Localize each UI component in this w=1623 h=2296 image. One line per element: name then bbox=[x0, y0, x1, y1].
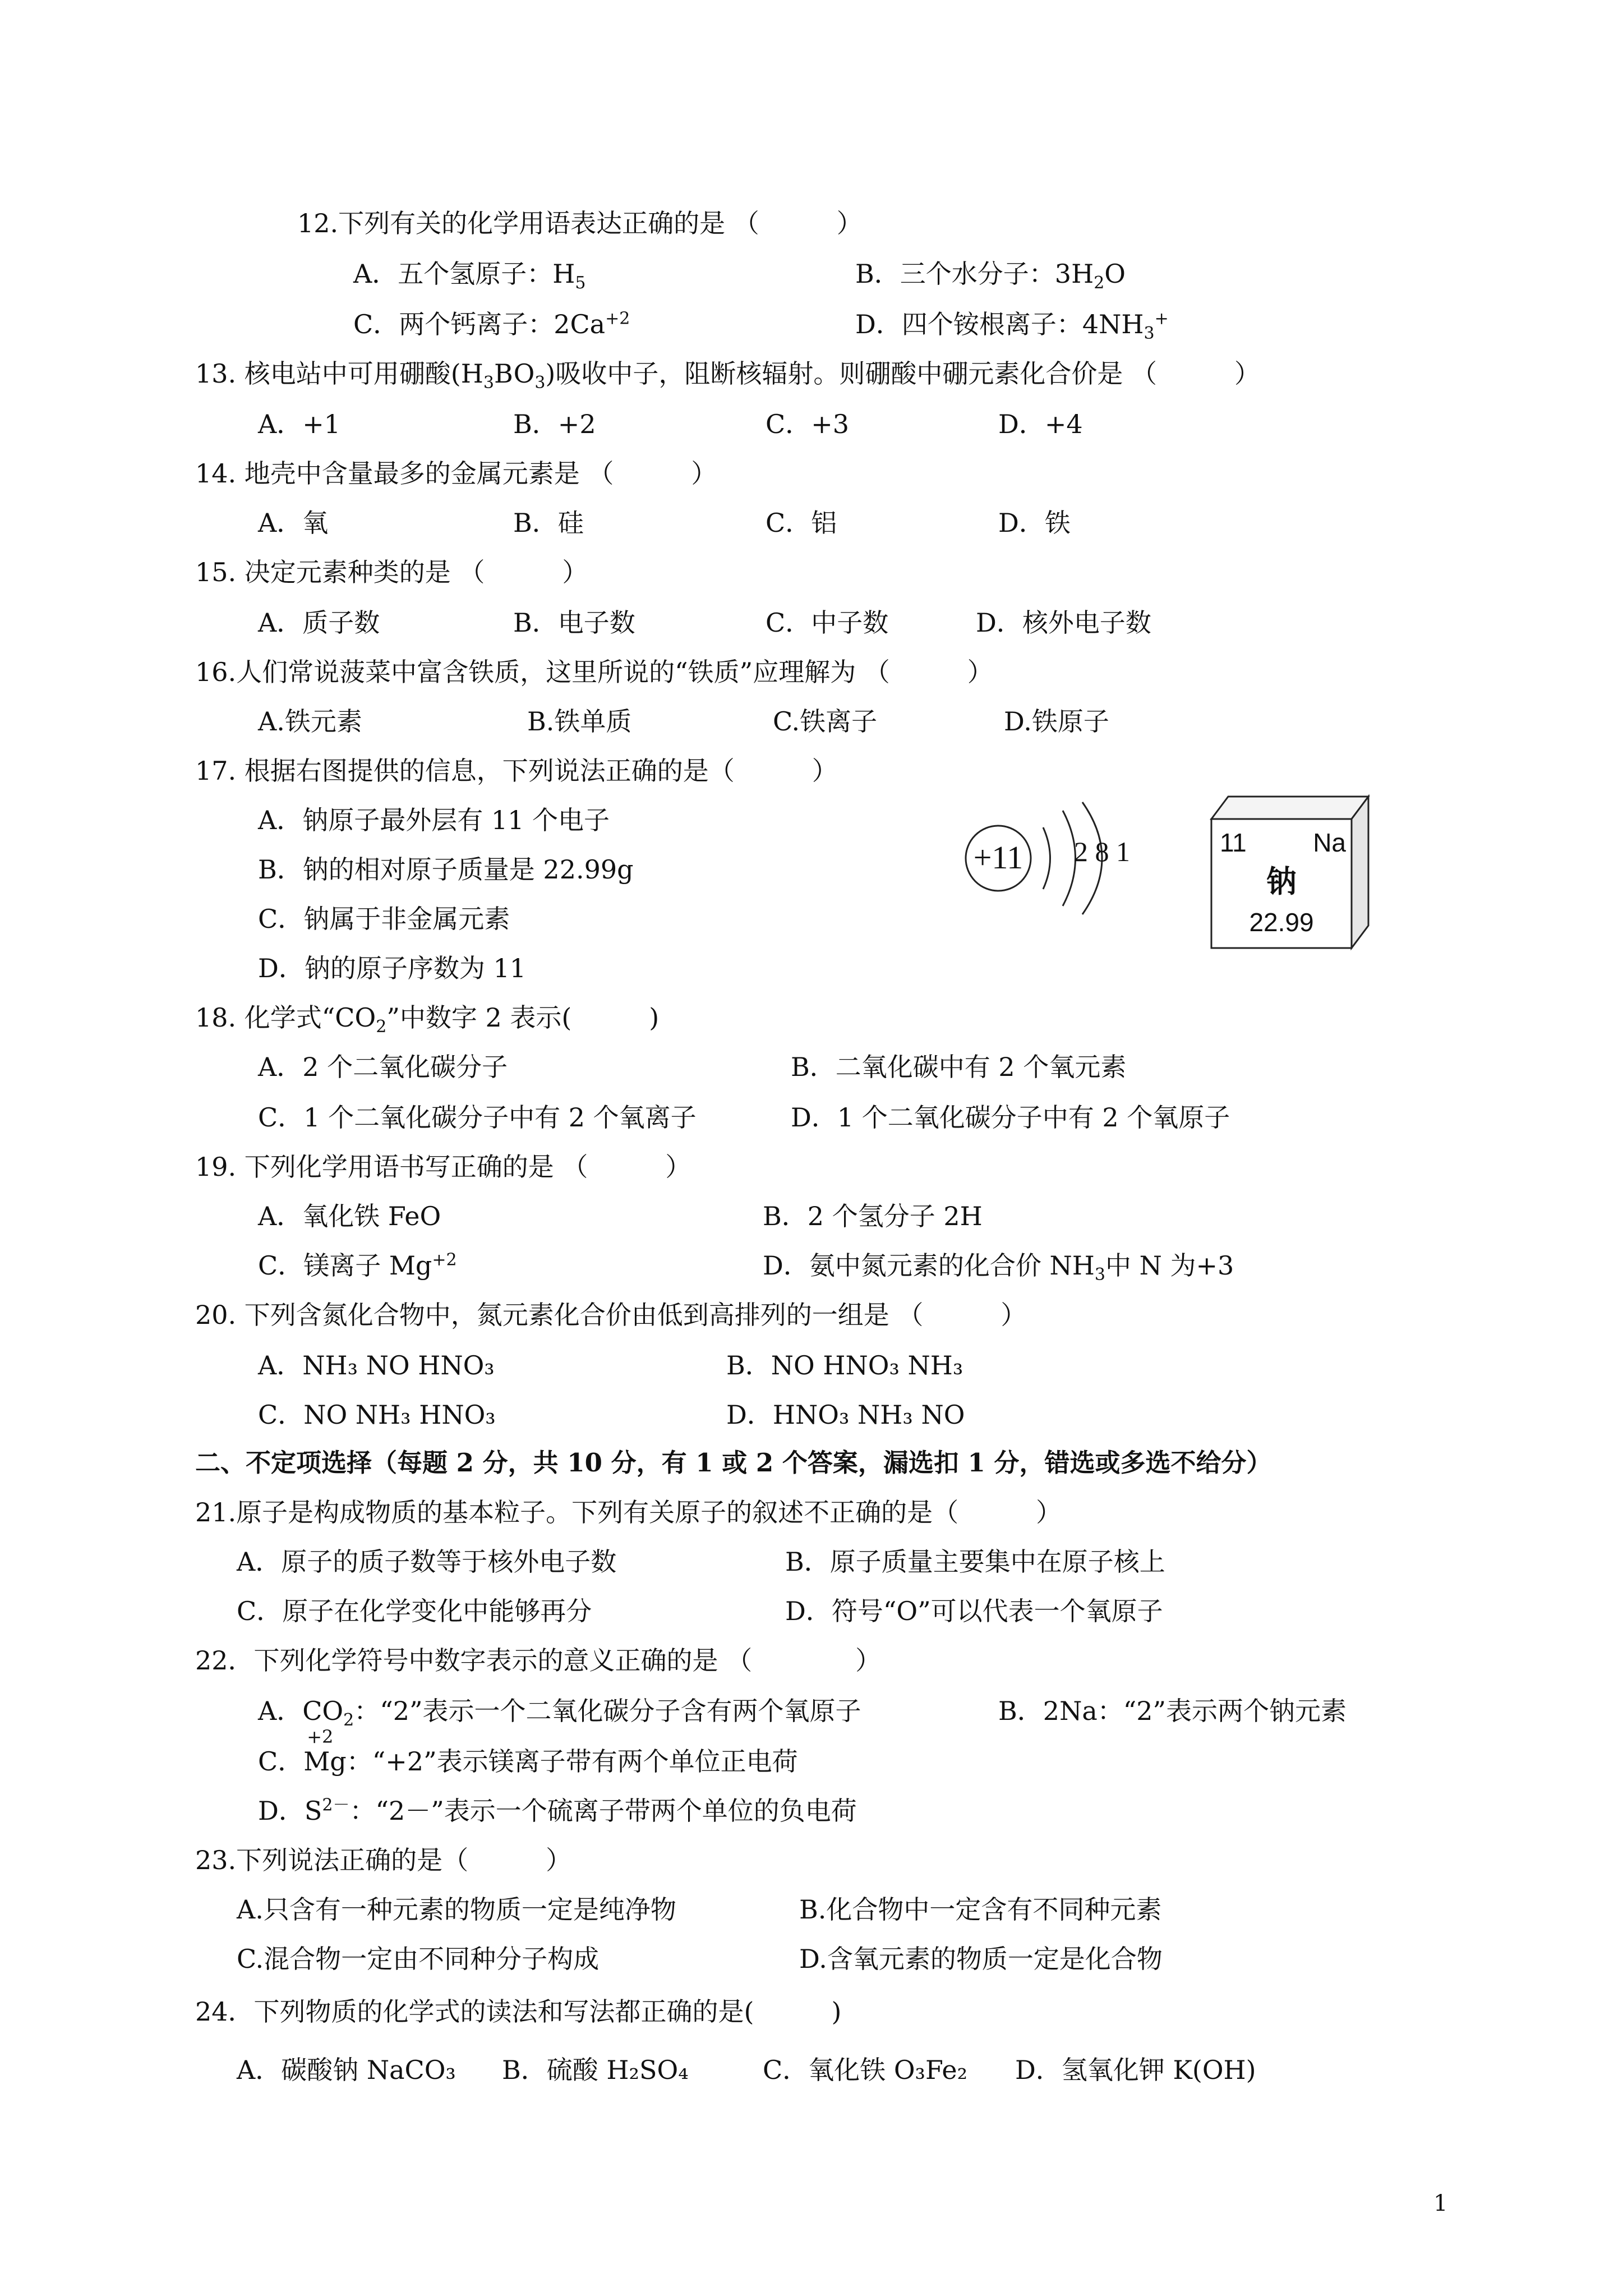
option-a: A．氧 bbox=[258, 508, 329, 538]
option-a: A．+1 bbox=[258, 409, 341, 439]
electron-shell-1 bbox=[1043, 827, 1050, 889]
option-c: C．原子在化学变化中能够再分 bbox=[237, 1596, 592, 1626]
sodium-atom-diagram bbox=[953, 785, 1402, 970]
option-b: B．二氧化碳中有 2 个氧元素 bbox=[791, 1052, 1127, 1082]
option-d: D.铁原子 bbox=[1004, 706, 1109, 737]
electron-shell-counts: 2 8 1 bbox=[1074, 836, 1130, 867]
atomic-number: 11 bbox=[1220, 828, 1247, 857]
option-a: A．五个氢原子：$H_5$ bbox=[353, 259, 586, 293]
option-b: B．电子数 bbox=[513, 608, 635, 638]
option-b: B.化合物中一定含有不同种元素 bbox=[799, 1894, 1162, 1925]
question-23: 23.下列说法正确的是（ ） bbox=[195, 1845, 572, 1875]
question-stem: 下列有关的化学用语表达正确的是 （ ） bbox=[338, 208, 863, 238]
cell-top-face bbox=[1211, 797, 1368, 819]
option-c: C． +2 Mg：“+2”表示镁离子带有两个单位正电荷 bbox=[258, 1745, 798, 1778]
option-a: A.只含有一种元素的物质一定是纯净物 bbox=[237, 1894, 676, 1925]
question-17: 17. 根据右图提供的信息，下列说法正确的是（ ） bbox=[195, 756, 838, 786]
option-c: C．氧化铁 O₃Fe₂ bbox=[763, 2055, 968, 2085]
option-d: D．符号“O”可以代表一个氧原子 bbox=[785, 1596, 1163, 1626]
option-c: C．铝 bbox=[766, 508, 837, 538]
option-a: A．$CO_2$：“2”表示一个二氧化碳分子含有两个氧原子 bbox=[258, 1696, 861, 1731]
question-20: 20. 下列含氮化合物中，氮元素化合价由低到高排列的一组是 （ ） bbox=[195, 1300, 1027, 1330]
option-d: D．1 个二氧化碳分子中有 2 个氧原子 bbox=[791, 1102, 1230, 1133]
option-b: B．硅 bbox=[513, 508, 584, 538]
option-a: A．质子数 bbox=[258, 608, 380, 638]
option-d: D．核外电子数 bbox=[976, 608, 1151, 638]
valence-symbol: +2 Mg bbox=[303, 1726, 347, 1777]
option-d: D．+4 bbox=[998, 409, 1083, 439]
page-number: 1 bbox=[1433, 2191, 1448, 2216]
option-b: B．原子质量主要集中在原子核上 bbox=[785, 1547, 1165, 1577]
option-b: B．硫酸 H₂SO₄ bbox=[502, 2055, 689, 2085]
option-d: D．钠的原子序数为 11 bbox=[258, 953, 527, 983]
question-24: 24．下列物质的化学式的读法和写法都正确的是( ) bbox=[195, 1996, 842, 2027]
option-c: C．钠属于非金属元素 bbox=[258, 904, 510, 934]
option-d: D．$S^{2-}$：“2－”表示一个硫离子带两个单位的负电荷 bbox=[258, 1795, 857, 1826]
option-c: C．NO NH₃ HNO₃ bbox=[258, 1400, 496, 1430]
option-a: A．原子的质子数等于核外电子数 bbox=[237, 1547, 617, 1577]
option-c: C．两个钙离子：$2Ca^{+2}$ bbox=[353, 309, 630, 339]
question-19: 19. 下列化学用语书写正确的是 （ ） bbox=[195, 1152, 691, 1182]
question-22: 22．下列化学符号中数字表示的意义正确的是 （ ） bbox=[195, 1645, 882, 1676]
question-21: 21.原子是构成物质的基本粒子。下列有关原子的叙述不正确的是（ ） bbox=[195, 1497, 1062, 1527]
option-d: D．氢氧化钾 K(OH) bbox=[1015, 2055, 1256, 2085]
option-b: B.铁单质 bbox=[527, 706, 632, 737]
option-a: A．碳酸钠 NaCO₃ bbox=[237, 2055, 456, 2085]
option-d: D．铁 bbox=[998, 508, 1071, 538]
question-number: 12. bbox=[297, 208, 339, 238]
section-heading: 二、不定项选择（每题 2 分，共 10 分，有 1 或 2 个答案，漏选扣 1 分，错选或多选不给分） bbox=[195, 1448, 1272, 1478]
option-b: B．+2 bbox=[513, 409, 596, 439]
atomic-mass: 22.99 bbox=[1249, 908, 1314, 937]
option-b: B．2 个氢分子 2H bbox=[763, 1201, 983, 1231]
question-13: 13. 核电站中可用硼酸$(H_3BO_3)$吸收中子，阻断核辐射。则硼酸中硼元素化合价是 （ ） bbox=[195, 358, 1260, 393]
option-a: A．2 个二氧化碳分子 bbox=[258, 1052, 508, 1082]
option-b: B．钠的相对原子质量是 22.99g bbox=[258, 854, 634, 885]
question-12 bbox=[297, 206, 863, 240]
option-a: A．氧化铁 FeO bbox=[258, 1201, 441, 1231]
option-c: C.混合物一定由不同种分子构成 bbox=[237, 1944, 600, 1974]
option-c: C．镁离子 $Mg^{+2}$ bbox=[258, 1250, 457, 1281]
question-14: 14. 地壳中含量最多的金属元素是 （ ） bbox=[195, 458, 717, 489]
option-d: D．HNO₃ NH₃ NO bbox=[726, 1400, 965, 1430]
question-15: 15. 决定元素种类的是 （ ） bbox=[195, 557, 588, 587]
option-b: B．2Na：“2”表示两个钠元素 bbox=[998, 1696, 1347, 1726]
option-b: B．NO HNO₃ NH₃ bbox=[726, 1350, 963, 1381]
option-c: C．+3 bbox=[766, 409, 850, 439]
question-18: 18. 化学式“$CO_2$”中数字 2 表示( ) bbox=[195, 1002, 660, 1037]
option-a: A.铁元素 bbox=[258, 706, 362, 737]
option-c: C．中子数 bbox=[766, 608, 889, 638]
option-c: C．1 个二氧化碳分子中有 2 个氧离子 bbox=[258, 1102, 697, 1133]
option-a: A．钠原子最外层有 11 个电子 bbox=[258, 805, 610, 835]
cell-side-face bbox=[1352, 797, 1368, 948]
question-16: 16.人们常说菠菜中富含铁质，这里所说的“铁质”应理解为 （ ） bbox=[195, 657, 993, 687]
option-b: B．三个水分子：$3H_2O$ bbox=[855, 259, 1126, 293]
element-symbol: Na bbox=[1313, 828, 1346, 857]
nucleus-charge: +11 bbox=[973, 839, 1023, 876]
option-d: D.含氧元素的物质一定是化合物 bbox=[799, 1944, 1163, 1974]
option-d: D．四个铵根离子：$4NH_3^+$ bbox=[855, 309, 1169, 344]
option-c: C.铁离子 bbox=[773, 706, 878, 737]
option-d: D．氨中氮元素的化合价 $NH_3$中 N 为+3 bbox=[763, 1250, 1234, 1285]
option-a: A．NH₃ NO HNO₃ bbox=[258, 1350, 495, 1381]
element-name: 钠 bbox=[1266, 864, 1297, 899]
